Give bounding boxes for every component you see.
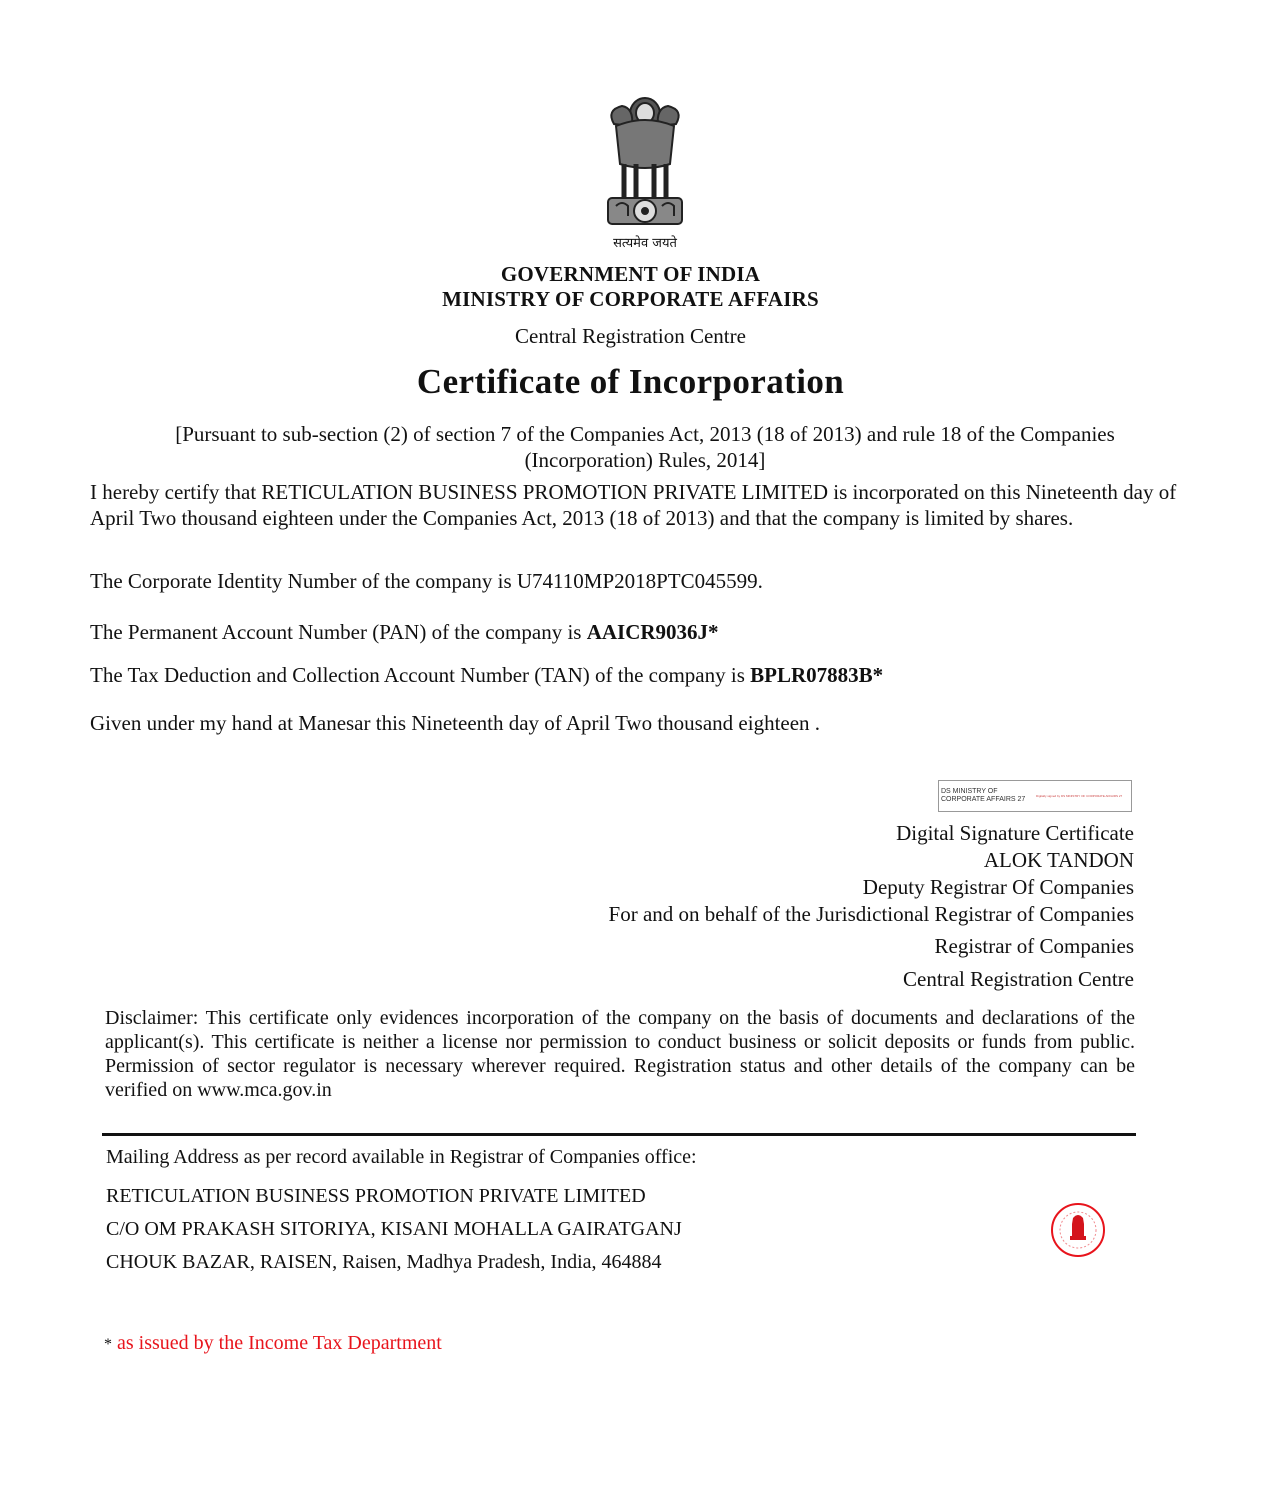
signatory-designation: Deputy Registrar Of Companies — [862, 875, 1134, 899]
given-under-hand-line: Given under my hand at Manesar this Nineteenth day of April Two thousand eighteen . — [90, 711, 821, 735]
mailing-address-line-2: C/O OM PRAKASH SITORIYA, KISANI MOHALLA GAIRATGANJ — [106, 1218, 682, 1240]
registration-centre-line: Central Registration Centre — [903, 967, 1134, 991]
emblem-motto: सत्यमेव जयते — [613, 236, 677, 251]
footnote-text: as issued by the Income Tax Department — [112, 1332, 442, 1354]
tan-line — [90, 662, 1200, 688]
mailing-address-heading: Mailing Address as per record available in Registrar of Companies office: — [106, 1146, 697, 1168]
certificate-title: Certificate of Incorporation — [416, 362, 845, 401]
tan-label: The Tax Deduction and Collection Account Number (TAN) of the company is — [90, 663, 751, 687]
ministry-heading: MINISTRY OF CORPORATE AFFAIRS — [442, 287, 819, 311]
tan-value: BPLR07883B* — [750, 663, 884, 687]
mailing-address-line-3: CHOUK BAZAR, RAISEN, Raisen, Madhya Pradesh, India, 464884 — [106, 1251, 662, 1273]
footnote-asterisk: * — [104, 1336, 112, 1353]
government-heading: GOVERNMENT OF INDIA — [500, 262, 761, 286]
disclaimer-text: Disclaimer: This certificate only evidences incorporation of the company on the basis of documents and declarations of the applicant(s). This certificate is neither a license nor permission to conduct business or solicit deposits or funds from public. Permission of sector regulator is necessary wherever required. Registration status and other details of the company can be verified on www.mca.gov.in — [105, 1007, 1135, 1101]
cin-value: U74110MP2018PTC045599. — [516, 569, 763, 593]
registrar-line: Registrar of Companies — [934, 934, 1134, 958]
on-behalf-of-line: For and on behalf of the Jurisdictional Registrar of Companies — [608, 902, 1134, 926]
digital-signature-stamp — [938, 780, 1132, 812]
state-emblem-icon — [592, 86, 698, 254]
cin-line — [90, 568, 1200, 594]
pursuant-clause: [Pursuant to sub-section (2) of section 7 of the Companies Act, 2013 (18 of 2013) and rule 18 of the Companies (Incorporation) Rules, 2014] — [175, 422, 1115, 472]
pan-line — [90, 619, 1200, 645]
mailing-address-line-1: RETICULATION BUSINESS PROMOTION PRIVATE LIMITED — [106, 1185, 646, 1207]
registration-centre-heading: Central Registration Centre — [515, 324, 746, 348]
pan-label: The Permanent Account Number (PAN) of the company is — [90, 620, 587, 644]
certification-statement: I hereby certify that RETICULATION BUSINESS PROMOTION PRIVATE LIMITED is incorporated on this Nineteenth day of April Two thousand eighteen under the Companies Act, 2013 (18 of 2013) and that the company is limited by shares. — [90, 480, 1177, 530]
signature-stamp-details: Digitally signed by DS MINISTRY OF CORPORATE AFFAIRS 27 — [1036, 794, 1123, 798]
signature-certificate-label: Digital Signature Certificate — [896, 821, 1134, 845]
ministry-seal-icon — [1040, 1196, 1116, 1264]
signatory-name: ALOK TANDON — [983, 848, 1134, 872]
signature-stamp-signer: DS MINISTRY OF CORPORATE AFFAIRS 27 — [941, 788, 1026, 803]
cin-label: The Corporate Identity Number of the company is — [90, 569, 517, 593]
section-divider — [102, 1133, 1136, 1136]
footnote — [104, 1332, 442, 1355]
pan-value: AAICR9036J* — [586, 620, 719, 644]
